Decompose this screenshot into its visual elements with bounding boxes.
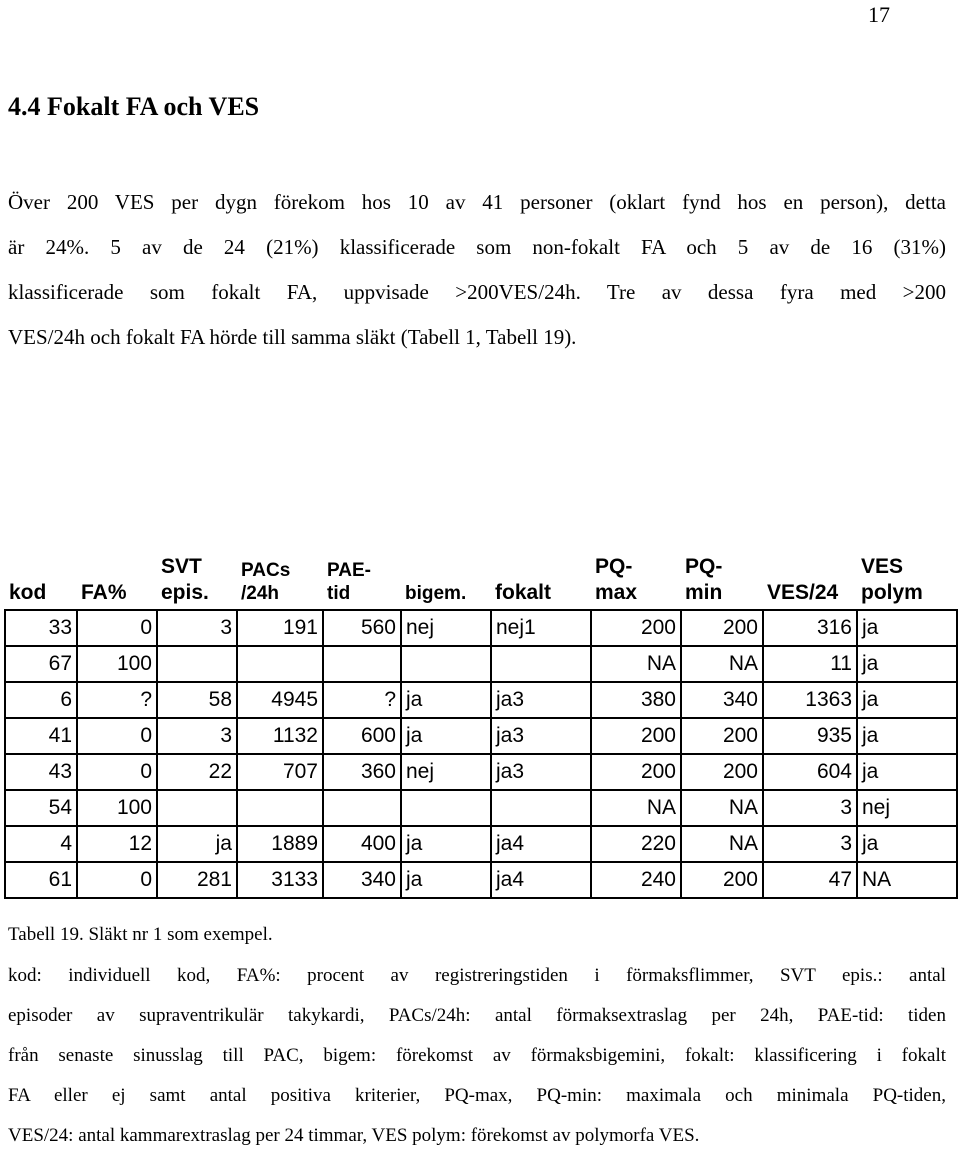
cell-pq-min: 200 xyxy=(681,718,763,754)
cell-ves-24: 3 xyxy=(763,826,857,862)
cell-pae-tid xyxy=(323,790,401,826)
cell-svt-epis xyxy=(157,646,237,682)
cell-fokalt: ja4 xyxy=(491,826,591,862)
cell-ves-24: 47 xyxy=(763,862,857,898)
cell-svt-epis: 281 xyxy=(157,862,237,898)
cell-ves-polym: ja xyxy=(857,682,957,718)
cell-fa-percent: ? xyxy=(77,682,157,718)
header-pacs-24h xyxy=(237,538,323,610)
header-ves-polym-text: VES polym xyxy=(861,554,923,604)
cell-fokalt: ja3 xyxy=(491,718,591,754)
cell-fa-percent: 12 xyxy=(77,826,157,862)
cell-pae-tid: 400 xyxy=(323,826,401,862)
table-row xyxy=(5,754,957,790)
cell-fokalt: ja3 xyxy=(491,754,591,790)
cell-fa-percent: 100 xyxy=(77,646,157,682)
cell-fokalt: nej1 xyxy=(491,610,591,646)
cell-ves-24: 604 xyxy=(763,754,857,790)
cell-pacs-24h: 4945 xyxy=(237,682,323,718)
cell-bigem xyxy=(401,790,491,826)
cell-ves-24: 1363 xyxy=(763,682,857,718)
table-row xyxy=(5,682,957,718)
header-pq-min-text: PQ- min xyxy=(685,554,723,604)
cell-pacs-24h: 1889 xyxy=(237,826,323,862)
cell-ves-polym: ja xyxy=(857,646,957,682)
cell-pq-min: NA xyxy=(681,790,763,826)
intro-line: Över 200 VES per dygn förekom hos 10 av 41 personer (oklart fynd hos en person), detta xyxy=(8,190,946,214)
cell-pq-max: NA xyxy=(591,646,681,682)
cell-kod: 6 xyxy=(5,682,77,718)
cell-fa-percent: 0 xyxy=(77,862,157,898)
table-legend xyxy=(8,956,946,1156)
table-body xyxy=(5,610,957,898)
cell-pae-tid: 360 xyxy=(323,754,401,790)
table-row xyxy=(5,790,957,826)
intro-line: VES/24h och fokalt FA hörde till samma släkt (Tabell 1, Tabell 19). xyxy=(8,325,577,349)
cell-pq-min: NA xyxy=(681,646,763,682)
cell-fa-percent: 0 xyxy=(77,610,157,646)
cell-pacs-24h: 3133 xyxy=(237,862,323,898)
cell-pae-tid xyxy=(323,646,401,682)
cell-bigem: ja xyxy=(401,682,491,718)
cell-pq-min: 200 xyxy=(681,754,763,790)
cell-fa-percent: 100 xyxy=(77,790,157,826)
family-data-table xyxy=(4,538,958,899)
header-fa-percent: FA% xyxy=(81,580,127,604)
cell-bigem: ja xyxy=(401,862,491,898)
header-ves-polym xyxy=(857,538,957,610)
cell-fokalt xyxy=(491,790,591,826)
legend-line: VES/24: antal kammarextraslag per 24 timmar, VES polym: förekomst av polymorfa VES. xyxy=(8,1125,700,1146)
cell-kod: 41 xyxy=(5,718,77,754)
cell-ves-24: 316 xyxy=(763,610,857,646)
header-pq-max xyxy=(591,538,681,610)
cell-pacs-24h xyxy=(237,790,323,826)
header-pacs-24h-text: PACs /24h xyxy=(241,559,291,605)
cell-pq-max: 200 xyxy=(591,718,681,754)
cell-bigem: ja xyxy=(401,718,491,754)
table-row xyxy=(5,826,957,862)
cell-pacs-24h xyxy=(237,646,323,682)
table-row xyxy=(5,610,957,646)
cell-ves-24: 935 xyxy=(763,718,857,754)
cell-pq-max: 380 xyxy=(591,682,681,718)
intro-line: är 24%. 5 av de 24 (21%) klassificerade som non-fokalt FA och 5 av de 16 (31%) xyxy=(8,235,946,259)
header-pq-max-text: PQ- max xyxy=(595,554,638,604)
cell-fokalt: ja3 xyxy=(491,682,591,718)
cell-pae-tid: 340 xyxy=(323,862,401,898)
cell-kod: 61 xyxy=(5,862,77,898)
cell-pq-min: NA xyxy=(681,826,763,862)
cell-pae-tid: 600 xyxy=(323,718,401,754)
table-row xyxy=(5,718,957,754)
cell-fa-percent: 0 xyxy=(77,754,157,790)
cell-bigem: ja xyxy=(401,826,491,862)
intro-paragraph xyxy=(8,180,946,360)
cell-kod: 4 xyxy=(5,826,77,862)
header-svt-epis-text: SVT epis. xyxy=(161,554,209,604)
header-svt-epis xyxy=(157,538,237,610)
cell-pacs-24h: 191 xyxy=(237,610,323,646)
cell-pq-min: 340 xyxy=(681,682,763,718)
header-pae-tid xyxy=(323,538,401,610)
cell-pq-max: 200 xyxy=(591,754,681,790)
cell-pq-max: 220 xyxy=(591,826,681,862)
table-row xyxy=(5,646,957,682)
cell-bigem xyxy=(401,646,491,682)
cell-pq-max: 200 xyxy=(591,610,681,646)
cell-pq-max: 240 xyxy=(591,862,681,898)
cell-kod: 54 xyxy=(5,790,77,826)
intro-line: klassificerade som fokalt FA, uppvisade >200VES/24h. Tre av dessa fyra med >200 xyxy=(8,280,946,304)
header-fokalt: fokalt xyxy=(495,580,552,604)
cell-kod: 43 xyxy=(5,754,77,790)
cell-fokalt xyxy=(491,646,591,682)
cell-kod: 33 xyxy=(5,610,77,646)
cell-svt-epis xyxy=(157,790,237,826)
cell-ves-polym: ja xyxy=(857,754,957,790)
header-pae-tid-text: PAE- tid xyxy=(327,559,371,605)
cell-kod: 67 xyxy=(5,646,77,682)
cell-ves-polym: nej xyxy=(857,790,957,826)
cell-ves-24: 11 xyxy=(763,646,857,682)
section-heading: 4.4 Fokalt FA och VES xyxy=(8,92,260,121)
cell-pq-min: 200 xyxy=(681,862,763,898)
cell-bigem: nej xyxy=(401,754,491,790)
header-bigem: bigem. xyxy=(405,583,467,605)
table-row xyxy=(5,862,957,898)
legend-line: kod: individuell kod, FA%: procent av registreringstiden i förmaksflimmer, SVT epis.: antal xyxy=(8,965,946,986)
header-ves-24: VES/24 xyxy=(767,580,839,604)
cell-svt-epis: 3 xyxy=(157,718,237,754)
cell-pae-tid: ? xyxy=(323,682,401,718)
cell-ves-polym: ja xyxy=(857,610,957,646)
page-number: 17 xyxy=(868,2,890,27)
legend-line: episoder av supraventrikulär takykardi, PACs/24h: antal förmaksextraslag per 24h, PAE-tid: tiden xyxy=(8,1005,946,1026)
cell-pacs-24h: 707 xyxy=(237,754,323,790)
cell-svt-epis: 22 xyxy=(157,754,237,790)
cell-ves-24: 3 xyxy=(763,790,857,826)
cell-ves-polym: NA xyxy=(857,862,957,898)
cell-pae-tid: 560 xyxy=(323,610,401,646)
header-pq-min xyxy=(681,538,763,610)
table-caption: Tabell 19. Släkt nr 1 som exempel. xyxy=(8,924,273,945)
header-kod: kod xyxy=(9,580,47,604)
cell-pacs-24h: 1132 xyxy=(237,718,323,754)
cell-pq-min: 200 xyxy=(681,610,763,646)
cell-svt-epis: ja xyxy=(157,826,237,862)
cell-fokalt: ja4 xyxy=(491,862,591,898)
cell-ves-polym: ja xyxy=(857,718,957,754)
cell-svt-epis: 58 xyxy=(157,682,237,718)
legend-line: FA eller ej samt antal positiva kriterier, PQ-max, PQ-min: maximala och minimala PQ-tiden, xyxy=(8,1085,946,1106)
legend-line: från senaste sinusslag till PAC, bigem: förekomst av förmaksbigemini, fokalt: klassificering i fokalt xyxy=(8,1045,946,1066)
cell-bigem: nej xyxy=(401,610,491,646)
cell-fa-percent: 0 xyxy=(77,718,157,754)
cell-svt-epis: 3 xyxy=(157,610,237,646)
cell-pq-max: NA xyxy=(591,790,681,826)
cell-ves-polym: ja xyxy=(857,826,957,862)
